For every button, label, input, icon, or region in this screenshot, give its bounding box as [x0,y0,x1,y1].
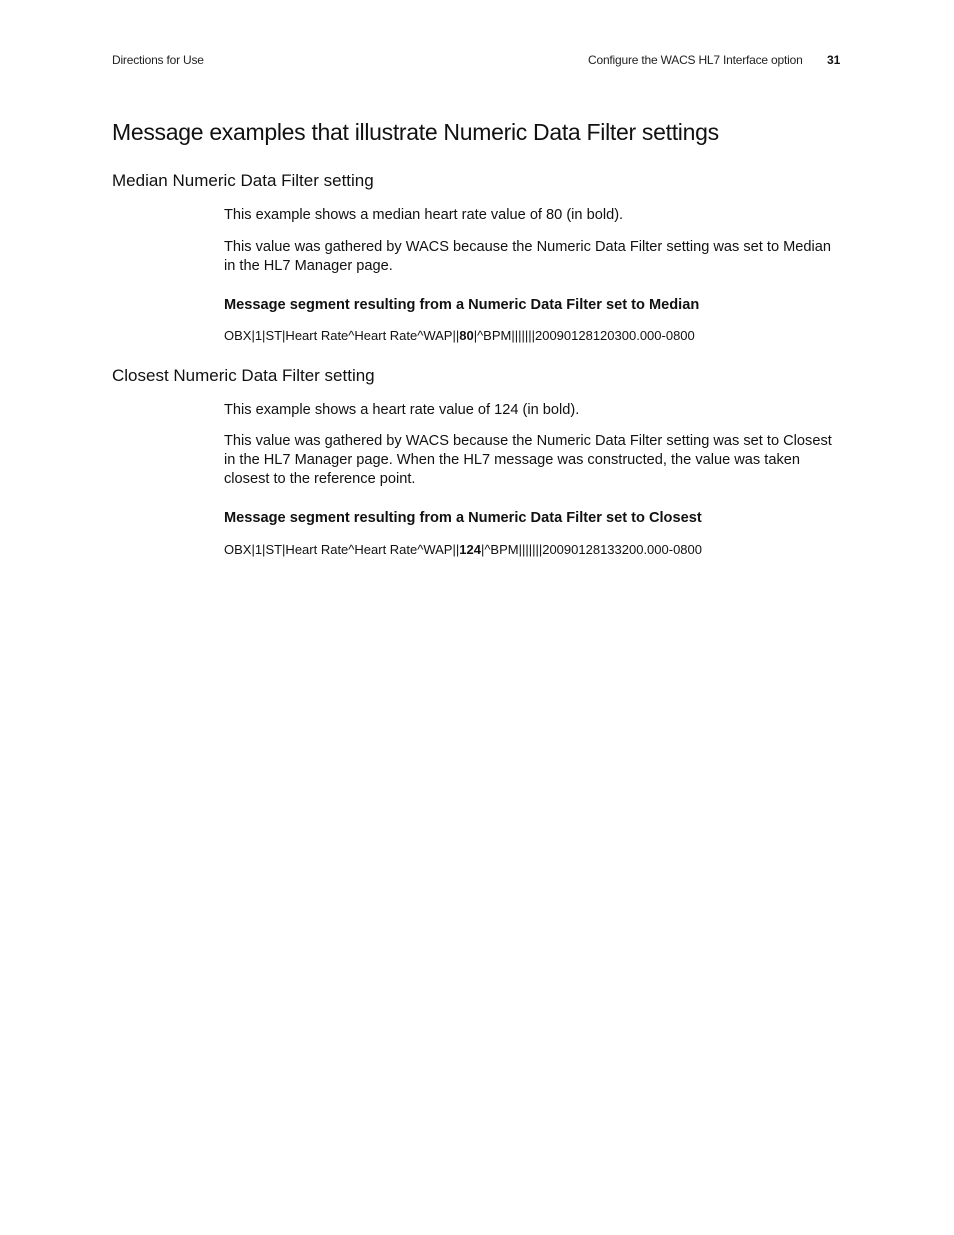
paragraph-median-2: This value was gathered by WACS because the Numeric Data Filter setting was set to Median in the HL7 Manager page. [224,239,831,274]
segment-suffix: |^BPM|||||||20090128120300.000-0800 [473,328,695,343]
paragraph-closest-2: This value was gathered by WACS because the Numeric Data Filter setting was set to Closest in the HL7 Manager page. When the HL7 message was constructed, the value was taken closest to the reference point. [224,433,832,487]
section-heading-closest: Closest Numeric Data Filter setting [112,366,375,385]
caption-median: Message segment resulting from a Numeric Data Filter set to Median [224,297,700,313]
paragraph-median-1: This example shows a median heart rate value of 80 (in bold). [224,207,624,223]
section-heading-median: Median Numeric Data Filter setting [112,171,374,190]
segment-prefix: OBX|1|ST|Heart Rate^Heart Rate^WAP|| [224,328,460,343]
message-segment-closest [224,542,844,557]
page-number: 31 [827,53,841,67]
message-segment-median [224,328,844,343]
running-header-left: Directions for Use [112,53,204,67]
segment-prefix: OBX|1|ST|Heart Rate^Heart Rate^WAP|| [224,542,460,557]
page-title: Message examples that illustrate Numeric Data Filter settings [112,119,719,145]
paragraph-closest-1: This example shows a heart rate value of 124 (in bold). [224,402,580,418]
caption-closest: Message segment resulting from a Numeric Data Filter set to Closest [224,510,702,526]
running-header-right: Configure the WACS HL7 Interface option [588,53,803,67]
segment-suffix: |^BPM|||||||20090128133200.000-0800 [480,542,702,557]
segment-value-bold: 80 [459,328,474,343]
segment-value-bold: 124 [459,542,481,557]
